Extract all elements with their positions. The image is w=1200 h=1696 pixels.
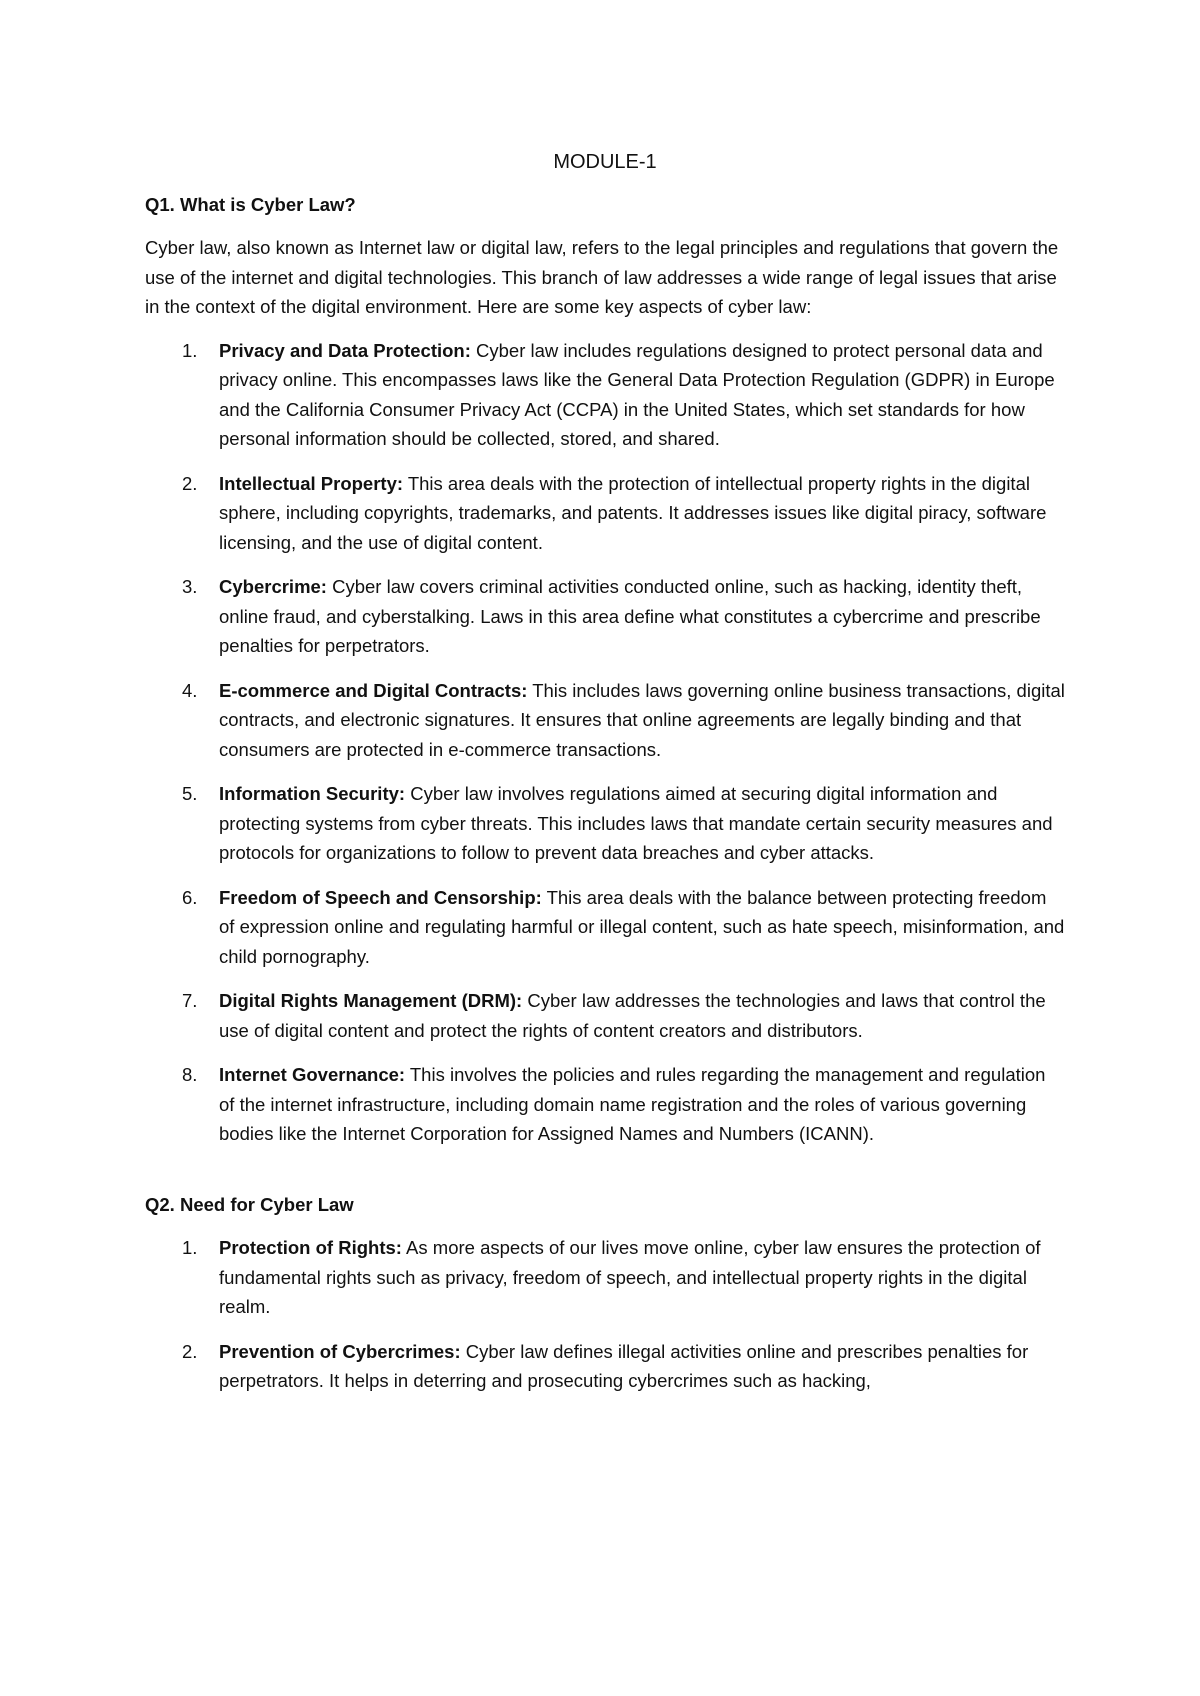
list-item-number: 5.: [182, 783, 198, 804]
list-item: [145, 469, 1065, 558]
list-item-text: This involves the policies and rules regarding the management and regulation of the internet infrastructure, including domain name registration and the roles of various governing bodies like the Internet Corporation for Assigned Names and Numbers (ICANN).: [219, 1064, 1046, 1144]
list-item-text: Cyber law involves regulations aimed at securing digital information and protecting systems from cyber threats. This includes laws that mandate certain security measures and protocols for organizations to follow to prevent data breaches and cyber attacks.: [219, 783, 1053, 863]
list-item-number: 1.: [182, 339, 198, 361]
list-item-number: 7.: [182, 990, 198, 1011]
list-item-text: As more aspects of our lives move online, cyber law ensures the protection of fundamental rights such as privacy, freedom of speech, and intellectual property rights in the digital realm.: [219, 1237, 1041, 1317]
list-item: [145, 1233, 1065, 1322]
list-item: [145, 986, 1065, 1045]
list-item: [145, 779, 1065, 868]
page-title: MODULE-1: [553, 151, 657, 173]
list-item: [145, 572, 1065, 661]
list-item-number: 3.: [182, 576, 198, 597]
list-item-term: Protection of Rights:: [219, 1237, 402, 1258]
list-item-number: 4.: [182, 679, 198, 701]
list-item-term: E-commerce and Digital Contracts:: [219, 679, 528, 701]
q1-intro-paragraph: Cyber law, also known as Internet law or digital law, refers to the legal principles and regulations that govern the use of the internet and digital technologies. This branch of law addresses a wide range of legal issues that arise in the context of the digital environment. Here are some key aspects of cyber law:: [145, 237, 1059, 317]
list-item-number: 8.: [182, 1064, 198, 1085]
list-item: [145, 1337, 1065, 1396]
list-item-term: Cybercrime:: [219, 576, 327, 597]
list-item-term: Digital Rights Management (DRM):: [219, 990, 523, 1011]
section-spacer: [145, 1164, 1065, 1190]
q1-heading: Q1. What is Cyber Law?: [145, 193, 356, 215]
list-item-text: Cyber law includes regulations designed to protect personal data and privacy online. This encompasses laws like the General Data Protection Regulation (GDPR) in Europe and the California Consumer Privacy Act (CCPA) in the United States, which set standards for how personal information should be collected, stored, and shared.: [219, 339, 1055, 449]
list-item-text: This area deals with the protection of intellectual property rights in the digital sphere, including copyrights, trademarks, and patents. It addresses issues like digital piracy, software licensing, and the use of digital content.: [219, 472, 1047, 553]
list-item-term: Privacy and Data Protection:: [219, 339, 471, 361]
q2-heading: Q2. Need for Cyber Law: [145, 1193, 354, 1215]
list-item-text: Cyber law addresses the technologies and laws that control the use of digital content and protect the rights of content creators and distributors.: [219, 990, 1046, 1041]
list-item-text: This area deals with the balance between protecting freedom of expression online and regulating harmful or illegal content, such as hate speech, misinformation, and child pornography.: [219, 886, 1065, 967]
list-item-term: Internet Governance:: [219, 1064, 406, 1085]
list-item-term: Prevention of Cybercrimes:: [219, 1340, 461, 1362]
list-item-text: Cyber law defines illegal activities online and prescribes penalties for perpetrators. It helps in deterring and prosecuting cybercrimes such as hacking,: [219, 1340, 1029, 1391]
document-content: [145, 148, 1065, 1411]
list-item-term: Freedom of Speech and Censorship:: [219, 886, 542, 908]
list-item-text: Cyber law covers criminal activities conducted online, such as hacking, identity theft, online fraud, and cyberstalking. Laws in this area define what constitutes a cybercrime and prescribe penalties for perpetrators.: [219, 576, 1041, 656]
list-item-term: Information Security:: [219, 783, 406, 804]
q1-list: [145, 336, 1065, 1149]
q2-list: [145, 1233, 1065, 1396]
list-item: [145, 336, 1065, 454]
list-item: [145, 1060, 1065, 1149]
list-item-number: 6.: [182, 886, 198, 908]
list-item-number: 1.: [182, 1237, 198, 1258]
list-item-number: 2.: [182, 1340, 198, 1362]
list-item-term: Intellectual Property:: [219, 472, 404, 494]
list-item-number: 2.: [182, 472, 198, 494]
list-item-text: This includes laws governing online business transactions, digital contracts, and electronic signatures. It ensures that online agreements are legally binding and that consumers are protected in e-commerce transactions.: [219, 679, 1065, 760]
list-item: [145, 676, 1065, 765]
list-item: [145, 883, 1065, 972]
